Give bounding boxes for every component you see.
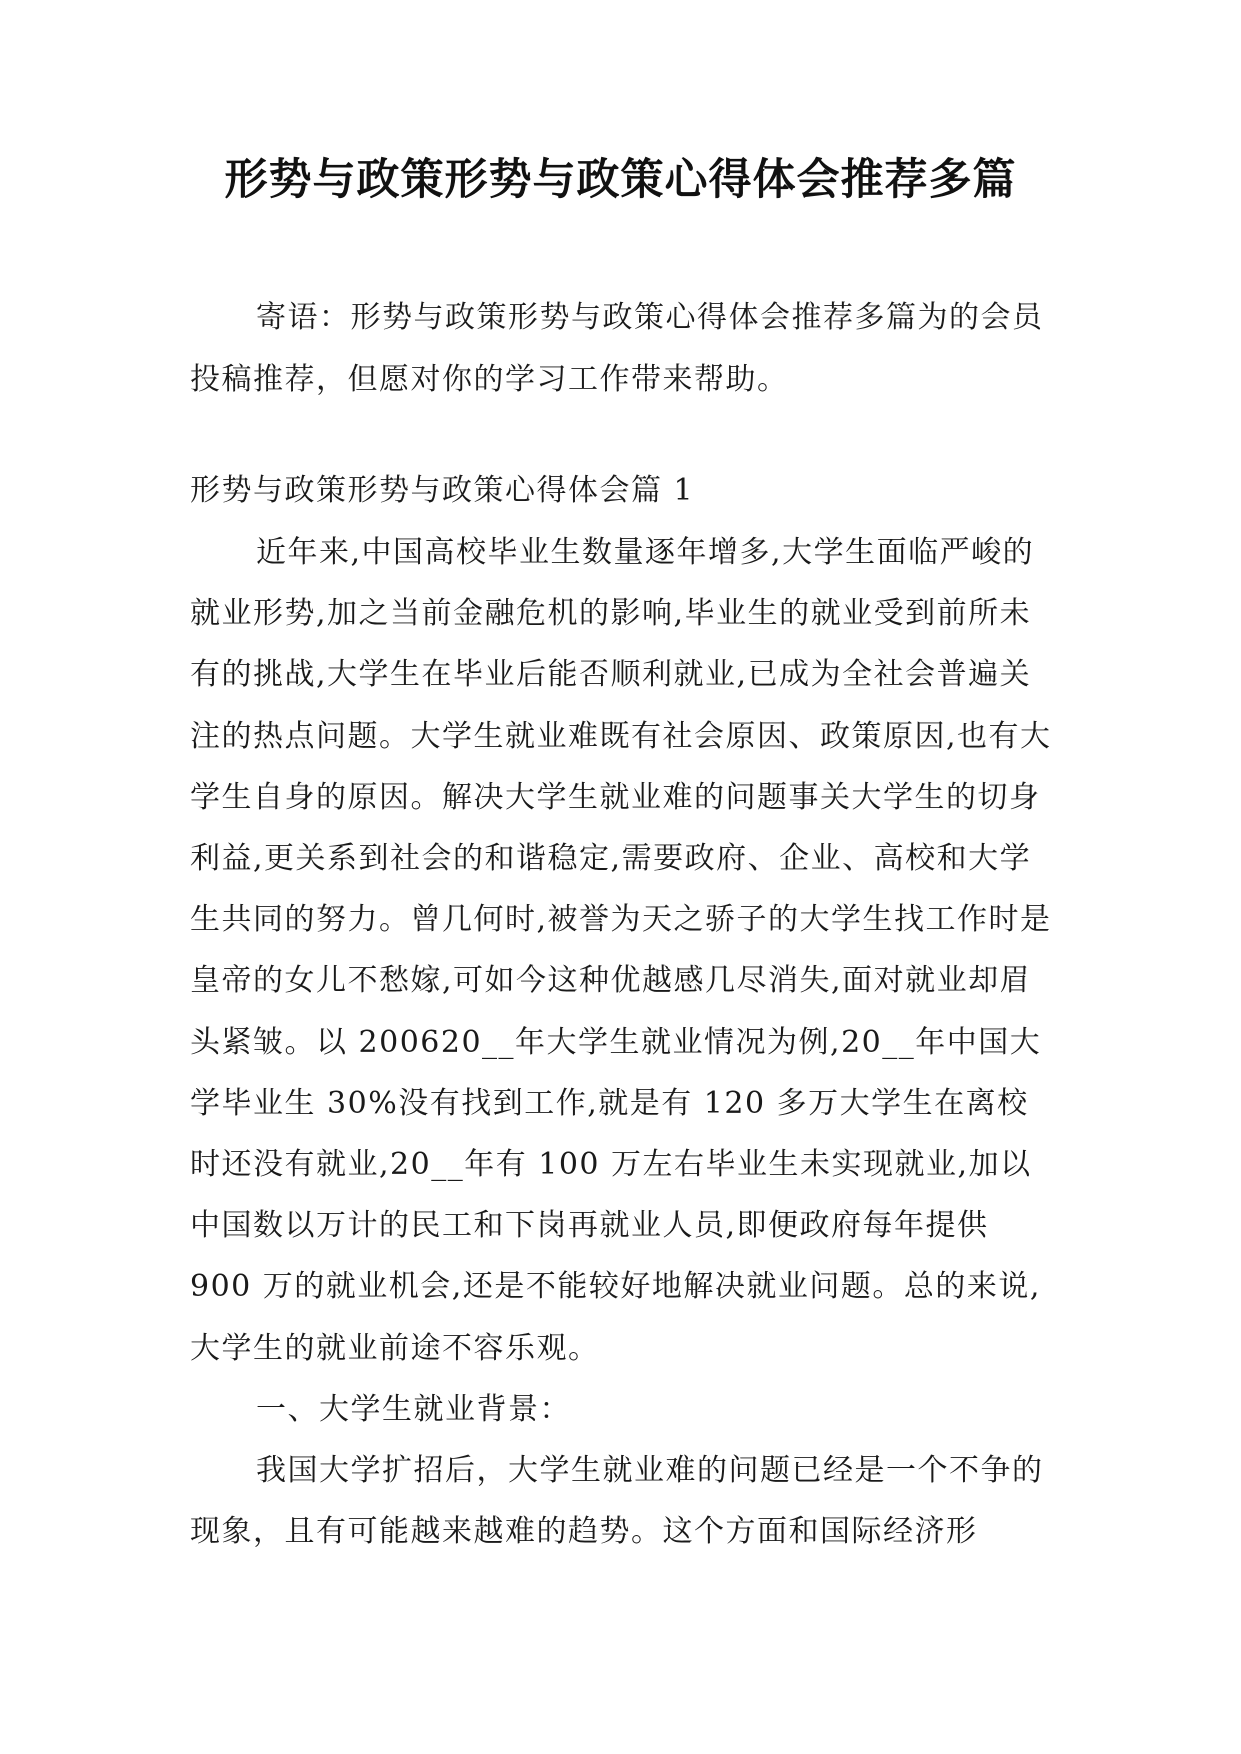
document-title: 形势与政策形势与政策心得体会推荐多篇 bbox=[224, 155, 1017, 205]
body-text bbox=[190, 522, 1055, 1562]
body-paragraph: 我国大学扩招后，大学生就业难的问题已经是一个不争的现象，且有可能越来越难的趋势。这个方面和国际经济形 bbox=[190, 1453, 1044, 1550]
body-paragraph: 近年来,中国高校毕业生数量逐年增多,大学生面临严峻的就业形势,加之当前金融危机的影响,毕业生的就业受到前所未有的挑战,大学生在毕业后能否顺利就业,已成为全社会普遍关注的热点问题。大学生就业难既有社会原因、政策原因,也有大学生自身的原因。解决大学生就业难的问题事关大学生的切身利益,更关系到社会的和谐稳定,需要政府、企业、高校和大学生共同的努力。曾几何时,被誉为天之骄子的大学生找工作时是皇帝的女儿不愁嫁,可如今这种优越感几尽消失,面对就业却眉头紧皱。以 200620__年大学生就业情况为例,20__年中国大学毕业生 30%没有找到工作,就是有 120 多万大学生在离校时还没有就业,20__年有 100 万左右毕业生未实现就业,加以中国数以万计的民工和下岗再就业人员,即便政府每年提供 900 万的就业机会,还是不能较好地解决就业问题。总的来说,大学生的就业前途不容乐观。 bbox=[190, 535, 1052, 1366]
body-paragraph: 一、大学生就业背景： bbox=[256, 1391, 571, 1427]
intro-paragraph: 寄语：形势与政策形势与政策心得体会推荐多篇为的会员投稿推荐，但愿对你的学习工作带来帮助。 bbox=[190, 300, 1044, 397]
section-heading: 形势与政策形势与政策心得体会篇 1 bbox=[190, 473, 695, 508]
